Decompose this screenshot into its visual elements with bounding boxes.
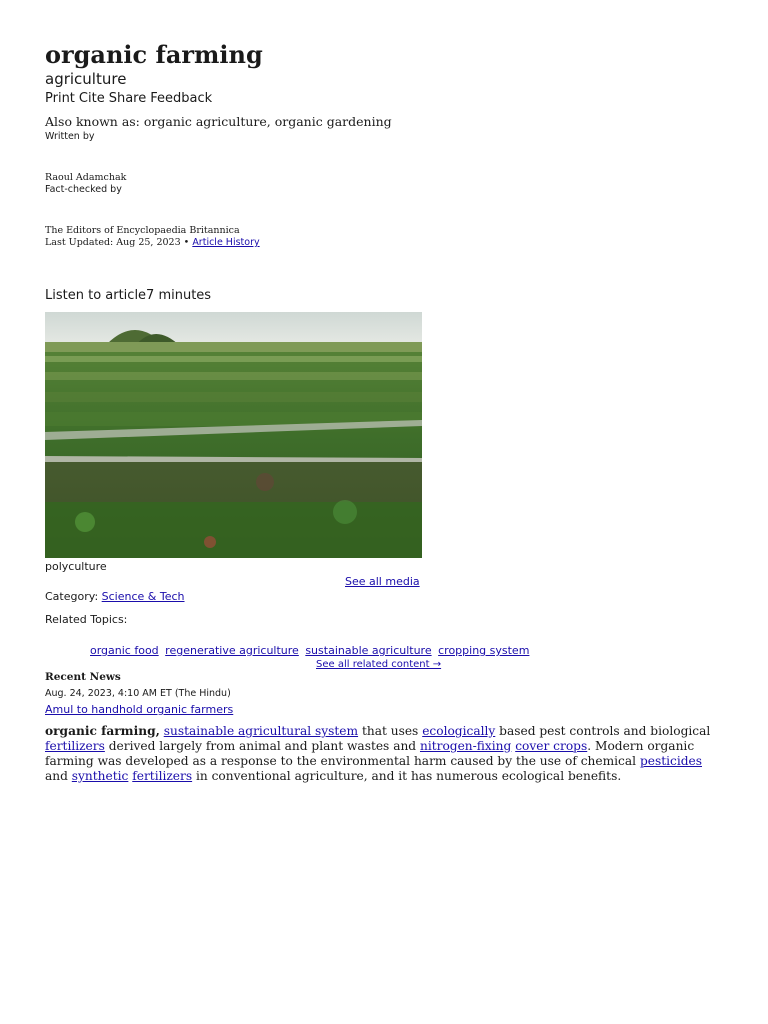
author-name: Raoul Adamchak (45, 172, 127, 183)
link-pesticides[interactable]: pesticides (639, 754, 702, 768)
news-date: Aug. 24, 2023, 4:10 AM ET (The Hindu) (45, 688, 231, 699)
link-fertilizers[interactable]: fertilizers (45, 739, 105, 753)
related-topics-list (90, 644, 532, 657)
cite-button[interactable]: Cite (78, 91, 105, 106)
related-topics-label: Related Topics: (45, 613, 128, 626)
see-all-media-link[interactable]: See all media (345, 575, 420, 588)
also-known-as: Also known as: organic agriculture, organic gardening (45, 114, 392, 129)
link-ecologically[interactable]: ecologically (422, 724, 496, 738)
field-photo (45, 312, 422, 558)
body-text-1: that uses (358, 724, 423, 738)
news-headline-link[interactable]: Amul to handhold organic farmers (45, 703, 234, 716)
share-button[interactable]: Share (108, 91, 147, 106)
topic-sustainable-agriculture[interactable]: sustainable agriculture (305, 644, 432, 657)
article-header (45, 40, 725, 249)
fact-checked-label: Fact-checked by (45, 184, 122, 195)
category-label: Category: (45, 590, 99, 603)
image-caption: polyculture (45, 560, 107, 573)
fact-checker-name: The Editors of Encyclopaedia Britannica (45, 225, 240, 236)
body-text-6: and (45, 769, 72, 783)
listen-to-article[interactable]: Listen to article7 minutes (45, 288, 212, 303)
topic-organic-food[interactable]: organic food (90, 644, 159, 657)
link-nitrogen-fixing[interactable]: nitrogen-fixing (419, 739, 512, 753)
recent-news-heading: Recent News (45, 671, 121, 683)
body-term: organic farming, (45, 724, 160, 738)
article-history-link[interactable]: Article History (192, 237, 260, 248)
last-updated-text: Last Updated: Aug 25, 2023 • (45, 237, 190, 248)
body-text-2: based pest controls and biological (495, 724, 711, 738)
written-by-label: Written by (45, 131, 95, 142)
last-updated (45, 237, 725, 249)
page-subtitle: agriculture (45, 70, 127, 88)
link-synthetic[interactable]: synthetic (71, 769, 129, 783)
category-link[interactable]: Science & Tech (101, 590, 185, 603)
link-fertilizers-2[interactable]: fertilizers (132, 769, 193, 783)
see-all-related-link[interactable]: See all related content → (316, 659, 442, 670)
page-title: organic farming (45, 40, 263, 69)
body-text-5: . Modern organic farming was developed as a response to the environmental harm caused by the use of chemical (45, 739, 695, 768)
article-body (45, 724, 725, 784)
body-text-8: in conventional agriculture, and it has numerous ecological benefits. (192, 769, 622, 783)
body-text-3: derived largely from animal and plant wastes and (104, 739, 420, 753)
article-actions (45, 90, 725, 108)
link-sustainable-agricultural-system[interactable]: sustainable agricultural system (163, 724, 359, 738)
print-button[interactable]: Print (45, 91, 75, 106)
feedback-button[interactable]: Feedback (150, 91, 213, 106)
topic-regenerative-agriculture[interactable]: regenerative agriculture (165, 644, 299, 657)
topic-cropping-system[interactable]: cropping system (438, 644, 530, 657)
article-image[interactable] (45, 312, 422, 558)
category (45, 590, 185, 603)
link-cover-crops[interactable]: cover crops (515, 739, 588, 753)
